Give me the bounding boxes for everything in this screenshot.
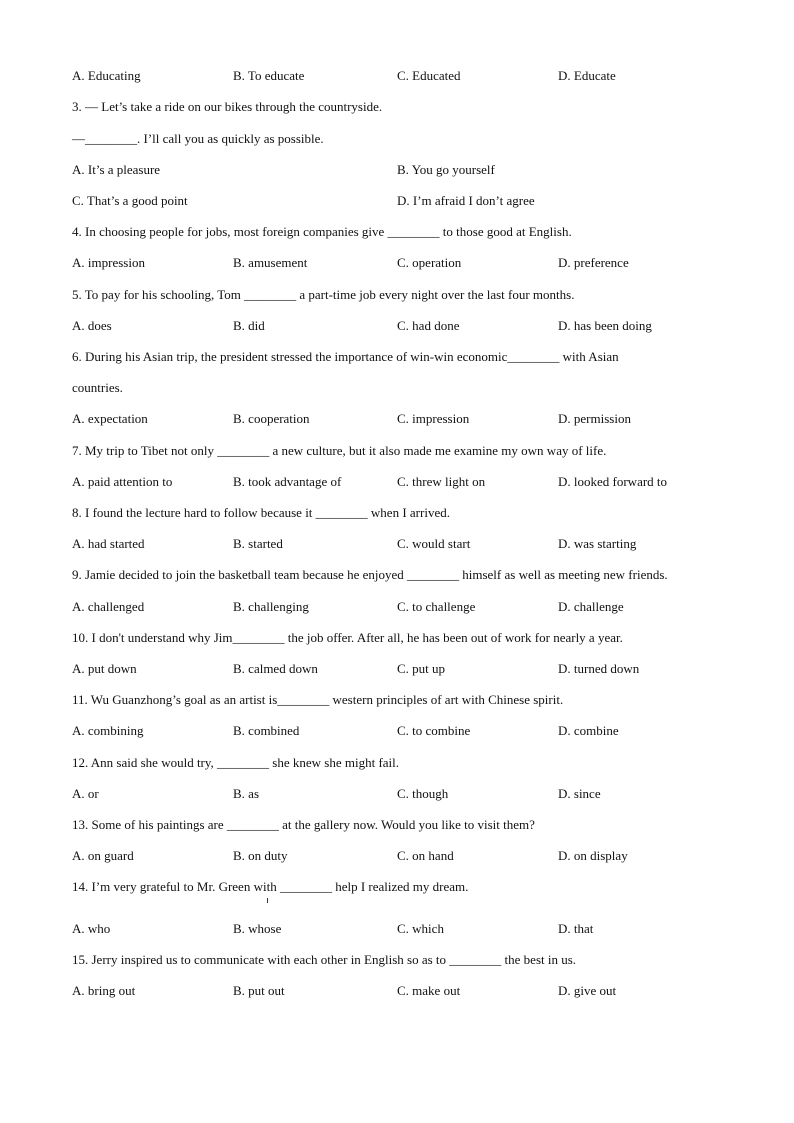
q2-option-b: B. To educate (233, 68, 305, 83)
q6-option-a: A. expectation (72, 411, 148, 426)
q12-option-d: D. since (558, 786, 601, 801)
q4-option-b: B. amusement (233, 255, 308, 270)
q15-option-c: C. make out (397, 983, 461, 998)
q8-option-d: D. was starting (558, 536, 637, 551)
q11-option-c: C. to combine (397, 723, 471, 738)
q8-option-a: A. had started (72, 536, 145, 551)
q15-stem: 15. Jerry inspired us to communicate with each other in English so as to ________ the best in us. (72, 952, 577, 967)
q9-option-c: C. to challenge (397, 599, 476, 614)
q3-option-c: C. That’s a good point (72, 193, 188, 208)
stray-tick-mark (267, 898, 268, 903)
q7-option-d: D. looked forward to (558, 474, 668, 489)
q6-option-d: D. permission (558, 411, 631, 426)
q3-response: —________. I’ll call you as quickly as possible. (72, 131, 324, 146)
q3-option-b: B. You go yourself (397, 162, 495, 177)
q15-option-d: D. give out (558, 983, 617, 998)
q7-stem: 7. My trip to Tibet not only ________ a new culture, but it also made me examine my own way of life. (72, 443, 607, 458)
q7-option-a: A. paid attention to (72, 474, 173, 489)
q6-stem-cont: countries. (72, 380, 123, 395)
q5-option-c: C. had done (397, 318, 460, 333)
q12-option-a: A. or (72, 786, 99, 801)
q12-option-b: B. as (233, 786, 259, 801)
q5-option-b: B. did (233, 318, 265, 333)
q11-option-b: B. combined (233, 723, 300, 738)
q13-option-c: C. on hand (397, 848, 454, 863)
q6-stem: 6. During his Asian trip, the president stressed the importance of win-win economic________ with Asian (72, 349, 619, 364)
q7-option-b: B. took advantage of (233, 474, 342, 489)
q6-option-b: B. cooperation (233, 411, 310, 426)
q8-option-c: C. would start (397, 536, 471, 551)
q7-option-c: C. threw light on (397, 474, 486, 489)
q11-stem: 11. Wu Guanzhong’s goal as an artist is________ western principles of art with Chinese spirit. (72, 692, 564, 707)
q3-stem: 3. — Let’s take a ride on our bikes through the countryside. (72, 99, 383, 114)
q10-option-a: A. put down (72, 661, 137, 676)
q11-option-a: A. combining (72, 723, 144, 738)
q3-option-d: D. I’m afraid I don’t agree (397, 193, 535, 208)
q2-option-a: A. Educating (72, 68, 141, 83)
q13-option-b: B. on duty (233, 848, 288, 863)
q9-option-d: D. challenge (558, 599, 624, 614)
q6-option-c: C. impression (397, 411, 470, 426)
q5-option-d: D. has been doing (558, 318, 652, 333)
q10-option-d: D. turned down (558, 661, 640, 676)
q10-option-c: C. put up (397, 661, 446, 676)
q13-option-a: A. on guard (72, 848, 134, 863)
q15-option-b: B. put out (233, 983, 285, 998)
q3-option-a: A. It’s a pleasure (72, 162, 161, 177)
q14-option-c: C. which (397, 921, 444, 936)
q14-option-b: B. whose (233, 921, 282, 936)
q10-option-b: B. calmed down (233, 661, 318, 676)
q8-stem: 8. I found the lecture hard to follow because it ________ when I arrived. (72, 505, 450, 520)
q9-stem: 9. Jamie decided to join the basketball team because he enjoyed ________ himself as well as meeting new friends. (72, 567, 668, 582)
q14-stem: 14. I’m very grateful to Mr. Green with ________ help I realized my dream. (72, 879, 469, 894)
q13-option-d: D. on display (558, 848, 628, 863)
q5-stem: 5. To pay for his schooling, Tom ________ a part-time job every night over the last four months. (72, 287, 575, 302)
q4-option-d: D. preference (558, 255, 629, 270)
q9-option-a: A. challenged (72, 599, 145, 614)
q15-option-a: A. bring out (72, 983, 136, 998)
q13-stem: 13. Some of his paintings are ________ at the gallery now. Would you like to visit them? (72, 817, 535, 832)
q2-option-c: C. Educated (397, 68, 461, 83)
q14-option-a: A. who (72, 921, 111, 936)
q11-option-d: D. combine (558, 723, 619, 738)
q2-option-d: D. Educate (558, 68, 616, 83)
q4-option-a: A. impression (72, 255, 145, 270)
q9-option-b: B. challenging (233, 599, 309, 614)
q8-option-b: B. started (233, 536, 283, 551)
q4-stem: 4. In choosing people for jobs, most foreign companies give ________ to those good at English. (72, 224, 572, 239)
q4-option-c: C. operation (397, 255, 462, 270)
q10-stem: 10. I don't understand why Jim________ the job offer. After all, he has been out of work for nearly a year. (72, 630, 623, 645)
q12-option-c: C. though (397, 786, 449, 801)
q12-stem: 12. Ann said she would try, ________ she knew she might fail. (72, 755, 400, 770)
q5-option-a: A. does (72, 318, 112, 333)
q14-option-d: D. that (558, 921, 594, 936)
